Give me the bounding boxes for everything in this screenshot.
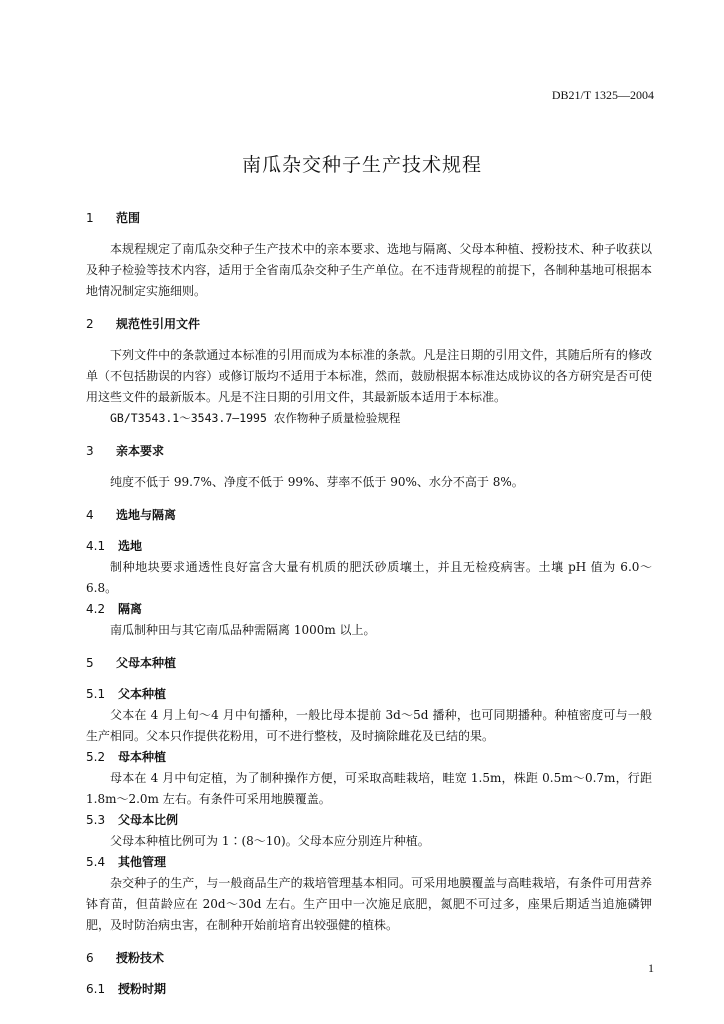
- subsection-title: 授粉时期: [118, 982, 167, 996]
- section-5-2-paragraph: 母本在 4 月中旬定植，为了制种操作方便，可采取高畦栽培，畦宽 1.5m，株距 0.5m～0.7m，行距 1.8m～2.0m 左右。有条件可采用地膜覆盖。: [86, 771, 652, 806]
- document-body: [86, 208, 652, 1000]
- section-title: 范围: [116, 211, 141, 225]
- section-4-2-heading: [86, 599, 652, 620]
- section-title: 选地与隔离: [116, 508, 177, 522]
- section-number: 6: [86, 951, 94, 965]
- section-5-2-heading: [86, 747, 652, 768]
- section-3-paragraph: 纯度不低于 99.7%、净度不低于 99%、芽率不低于 90%、水分不高于 8%。: [110, 475, 524, 489]
- page-number: 1: [648, 961, 654, 975]
- subsection-number: 6.1: [86, 982, 106, 996]
- section-title: 父母本种植: [116, 656, 177, 670]
- subsection-title: 父本种植: [118, 687, 167, 701]
- section-number: 4: [86, 508, 94, 522]
- subsection-number: 4.1: [86, 539, 106, 553]
- section-title: 亲本要求: [116, 444, 165, 458]
- section-4-heading: [86, 505, 652, 526]
- section-number: 5: [86, 656, 94, 670]
- subsection-title: 母本种植: [118, 750, 167, 764]
- section-2-paragraph: 下列文件中的条款通过本标准的引用而成为本标准的条款。凡是注日期的引用文件，其随后所有的修改单（不包括勘误的内容）或修订版均不适用于本标准，然而，鼓励根据本标准达成协议的各方研究是否可使用这些文件的最新版本。凡是不注日期的引用文件，其最新版本适用于本标准。: [86, 348, 652, 404]
- standard-code: DB21/T 1325—2004: [551, 88, 654, 102]
- subsection-number: 5.3: [86, 813, 106, 827]
- subsection-number: 5.2: [86, 750, 106, 764]
- section-5-3-heading: [86, 810, 652, 831]
- section-6-heading: [86, 948, 652, 969]
- document-title: 南瓜杂交种子生产技术规程: [241, 154, 482, 176]
- subsection-number: 4.2: [86, 602, 106, 616]
- section-5-1-paragraph: 父本在 4 月上旬～4 月中旬播种，一般比母本提前 3d～5d 播种，也可同期播种。种植密度可与一般生产相同。父本只作提供花粉用，可不进行整枝，及时摘除雌花及已结的果。: [86, 708, 652, 743]
- subsection-number: 5.4: [86, 855, 106, 869]
- section-4-1-paragraph: 制种地块要求通透性良好富含大量有机质的肥沃砂质壤土，并且无检疫病害。土壤 pH 值为 6.0～6.8。: [86, 560, 652, 595]
- section-4-2-paragraph: 南瓜制种田与其它南瓜品种需隔离 1000m 以上。: [110, 623, 376, 637]
- section-number: 3: [86, 444, 94, 458]
- normative-reference: GB/T3543.1～3543.7—1995 农作物种子质量检验规程: [110, 411, 401, 425]
- section-1-heading: [86, 208, 652, 229]
- section-number: 2: [86, 317, 94, 331]
- subsection-number: 5.1: [86, 687, 106, 701]
- section-5-4-heading: [86, 852, 652, 873]
- section-4-1-heading: [86, 536, 652, 557]
- subsection-title: 其他管理: [118, 855, 167, 869]
- section-1-paragraph: 本规程规定了南瓜杂交种子生产技术中的亲本要求、选地与隔离、父母本种植、授粉技术、种子收获以及种子检验等技术内容，适用于全省南瓜杂交种子生产单位。在不违背规程的前提下，各制种基地可根据本地情况制定实施细则。: [86, 242, 652, 298]
- section-number: 1: [86, 211, 94, 225]
- section-title: 规范性引用文件: [116, 317, 201, 331]
- section-5-4-paragraph: 杂交种子的生产，与一般商品生产的栽培管理基本相同。可采用地膜覆盖与高畦栽培，有条件可用营养钵育苗，但苗龄应在 20d～30d 左右。生产田中一次施足底肥，氮肥不可过多，座果后期适当追施磷钾肥，及时防治病虫害，在制种开始前培育出较强健的植株。: [86, 876, 652, 932]
- section-3-heading: [86, 441, 652, 462]
- section-6-1-heading: [86, 979, 652, 1000]
- section-2-heading: [86, 314, 652, 335]
- section-5-3-paragraph: 父母本种植比例可为 1∶(8～10)。父母本应分别连片种植。: [110, 834, 430, 848]
- subsection-title: 父母本比例: [118, 813, 179, 827]
- section-title: 授粉技术: [116, 951, 165, 965]
- subsection-title: 选地: [118, 539, 143, 553]
- section-5-heading: [86, 653, 652, 674]
- subsection-title: 隔离: [118, 602, 143, 616]
- section-5-1-heading: [86, 684, 652, 705]
